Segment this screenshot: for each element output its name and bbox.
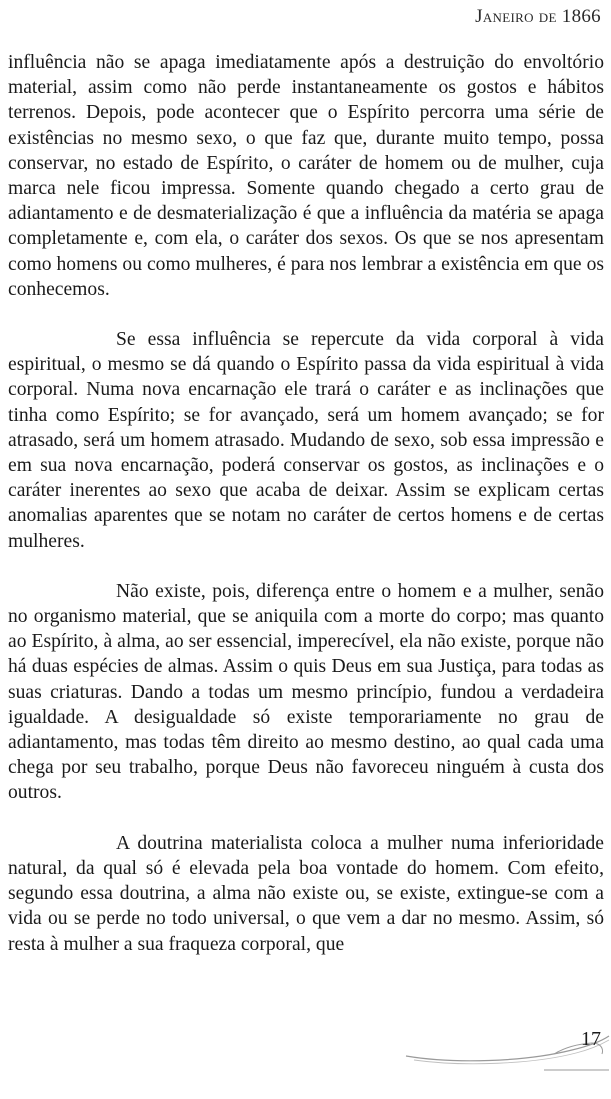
page-ornament-swoosh [404, 1020, 611, 1080]
paragraph-3: Não existe, pois, diferença entre o homem e a mulher, senão no organismo material, que se aniquila com a morte do corpo; mas quanto ao Espírito, à alma, ao ser essencial, imperecível, ela não existe, porque não há duas espécies de almas. Assim o quis Deus em sua Justiça, para todas as suas criaturas. Dando a todas um mesmo princípio, fundou a verdadeira igualdade. A desigualdade só existe temporariamente no grau de adiantamento, mas todas têm direito ao mesmo destino, ao qual cada uma chega por seu trabalho, porque Deus não favoreceu ninguém à custa dos outros. [8, 580, 604, 804]
paragraph-1: influência não se apaga imediatamente após a destruição do envoltório material, assim como não perde instantaneamente os gostos e hábitos terrenos. Depois, pode acontecer que o Espírito percorra uma série de existências no mesmo sexo, o que faz que, durante muito tempo, possa conservar, no estado de Espírito, o caráter de homem ou de mulher, cuja marca nele ficou impressa. Somente quando chegado a certo grau de adiantamento e de desmaterialização é que a influência da matéria se apaga completamente e, com ela, o caráter dos sexos. Os que se nos apresentam como homens ou como mulheres, é para nos lembrar a existência em que os conhecemos. [8, 52, 604, 300]
running-header: Janeiro de 1866 [475, 6, 601, 27]
paragraph-4: A doutrina materialista coloca a mulher numa inferioridade natural, da qual só é elevada pela boa vontade do homem. Com efeito, segundo essa doutrina, a alma não existe ou, se existe, extingue-se com a vida ou se perde no todo universal, o que vem a dar no mesmo. Assim, só resta à mulher a sua fraqueza corporal, que [8, 832, 604, 955]
page-body [8, 50, 604, 982]
paragraph-2: Se essa influência se repercute da vida corporal à vida espiritual, o mesmo se dá quando o Espírito passa da vida espiritual à vida corporal. Numa nova encarnação ele trará o caráter e as inclinações que tinha como Espírito; se for avançado, será um homem avançado; se for atrasado, será um homem atrasado. Mudando de sexo, sob essa impressão e em sua nova encarnação, poderá conservar os gostos, as inclinações e o caráter inerentes ao sexo que acaba de deixar. Assim se explicam certas anomalias aparentes que se notam no caráter de certos homens e de certas mulheres. [8, 329, 604, 552]
page-number: 17 [581, 1028, 601, 1050]
